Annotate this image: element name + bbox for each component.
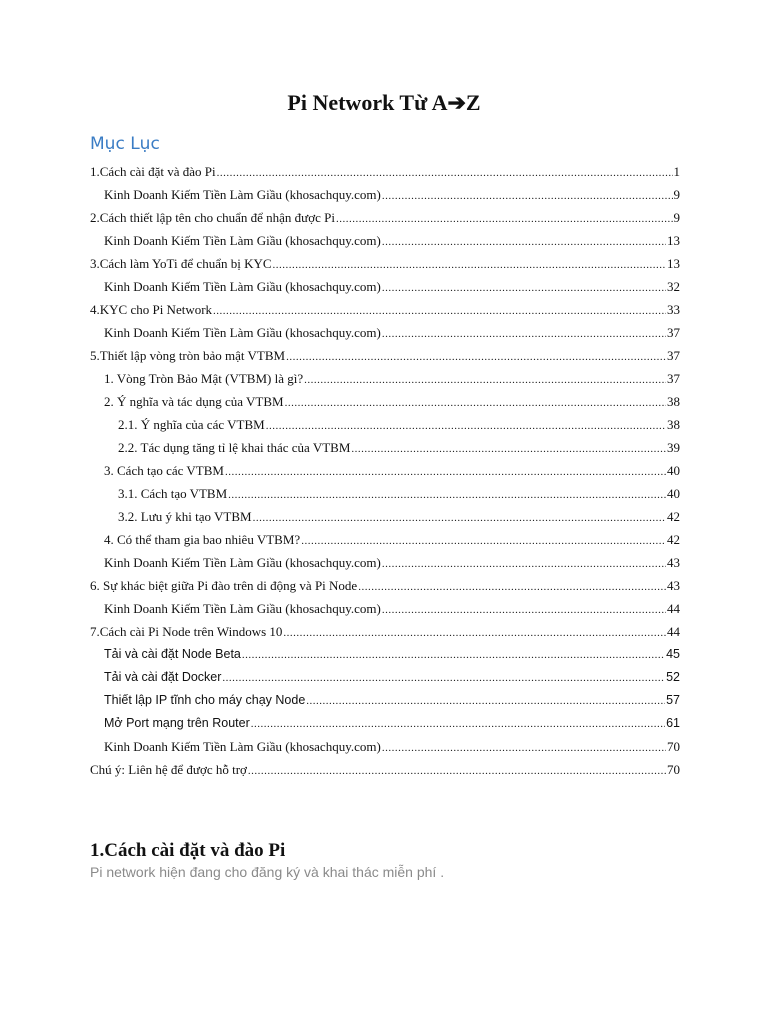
toc-entry[interactable] — [90, 298, 680, 321]
toc-dot-leader — [382, 553, 666, 576]
toc-entry-page-number: 1 — [673, 164, 680, 179]
toc-dot-leader — [304, 369, 666, 392]
toc-dot-leader — [382, 231, 666, 254]
toc-dot-leader — [382, 277, 666, 300]
toc-entry[interactable] — [90, 459, 680, 482]
section-heading: 1.Cách cài đặt và đào Pi — [90, 840, 286, 861]
toc-entry[interactable] — [90, 666, 680, 689]
toc-entry-title: Tải và cài đặt Docker — [104, 670, 222, 684]
toc-entry-title: Kinh Doanh Kiếm Tiền Làm Giầu (khosachquy.com) — [104, 233, 381, 248]
toc-entry-page-number: 37 — [667, 325, 680, 340]
toc-entry-page-number: 9 — [673, 187, 680, 202]
toc-dot-leader — [225, 461, 666, 484]
toc-entry-title: Kinh Doanh Kiếm Tiền Làm Giầu (khosachquy.com) — [104, 739, 381, 754]
toc-entry-page-number: 42 — [667, 532, 680, 547]
toc-entry[interactable] — [90, 344, 680, 367]
toc-dot-leader — [253, 507, 666, 530]
toc-entry[interactable] — [90, 643, 680, 666]
toc-entry[interactable] — [90, 390, 680, 413]
toc-entry-title: Kinh Doanh Kiếm Tiền Làm Giầu (khosachquy.com) — [104, 279, 381, 294]
toc-entry-page-number: 13 — [667, 233, 680, 248]
toc-entry-page-number: 9 — [673, 210, 680, 225]
toc-entry-page-number: 38 — [667, 417, 680, 432]
document-title: Pi Network Từ A➔Z — [287, 90, 481, 115]
toc-entry-title: 2.1. Ý nghĩa của các VTBM — [118, 417, 265, 432]
toc-dot-leader — [382, 737, 666, 760]
toc-entry[interactable] — [90, 597, 680, 620]
toc-entry-page-number: 45 — [666, 647, 680, 661]
section-body-text: Pi network hiện đang cho đăng ký và khai thác miễn phí . — [90, 864, 445, 880]
toc-entry-title: Tải và cài đặt Node Beta — [104, 647, 241, 661]
toc-entry-title: Kinh Doanh Kiếm Tiền Làm Giầu (khosachquy.com) — [104, 187, 381, 202]
toc-entry-title: 7.Cách cài Pi Node trên Windows 10 — [90, 624, 283, 639]
toc-entry-page-number: 61 — [666, 716, 680, 730]
toc-entry-page-number: 38 — [667, 394, 680, 409]
toc-dot-leader — [283, 622, 666, 645]
toc-dot-leader — [217, 162, 673, 185]
toc-entry[interactable] — [90, 758, 680, 781]
toc-entry-page-number: 37 — [667, 348, 680, 363]
toc-entry-title: 1.Cách cài đặt và đào Pi — [90, 164, 216, 179]
toc-entry-title: Chú ý: Liên hệ để được hỗ trợ — [90, 762, 247, 777]
toc-entry-title: 5.Thiết lập vòng tròn bảo mật VTBM — [90, 348, 286, 363]
toc-dot-leader — [273, 254, 666, 277]
toc-entry-title: Kinh Doanh Kiếm Tiền Làm Giầu (khosachquy.com) — [104, 555, 381, 570]
toc-entry-page-number: 42 — [667, 509, 680, 524]
toc-dot-leader — [266, 415, 666, 438]
toc-entry-page-number: 13 — [667, 256, 680, 271]
toc-entry[interactable] — [90, 436, 680, 459]
toc-entry[interactable] — [90, 252, 680, 275]
toc-entry-page-number: 32 — [667, 279, 680, 294]
toc-entry[interactable] — [90, 183, 680, 206]
toc-entry-page-number: 33 — [667, 302, 680, 317]
toc-entry-title: 1. Vòng Tròn Bảo Mật (VTBM) là gì? — [104, 371, 304, 386]
toc-dot-leader — [213, 300, 666, 323]
toc-dot-leader — [306, 690, 665, 713]
toc-dot-leader — [382, 599, 666, 622]
toc-dot-leader — [242, 644, 665, 667]
toc-dot-leader — [336, 208, 673, 231]
toc-entry[interactable] — [90, 367, 680, 390]
toc-entry-title: 3. Cách tạo các VTBM — [104, 463, 224, 478]
toc-entry[interactable] — [90, 413, 680, 436]
toc-entry[interactable] — [90, 482, 680, 505]
toc-entry-page-number: 37 — [667, 371, 680, 386]
toc-entry[interactable] — [90, 275, 680, 298]
toc-entry-page-number: 40 — [667, 463, 680, 478]
toc-dot-leader — [251, 713, 665, 736]
toc-entry-title: 2.Cách thiết lập tên cho chuẩn để nhận được Pi — [90, 210, 335, 225]
toc-entry-page-number: 39 — [667, 440, 680, 455]
toc-entry[interactable] — [90, 735, 680, 758]
toc-entry-title: 6. Sự khác biệt giữa Pi đào trên di động và Pi Node — [90, 578, 358, 593]
toc-dot-leader — [248, 760, 666, 783]
toc-entry-title: 2. Ý nghĩa và tác dụng của VTBM — [104, 394, 284, 409]
toc-entry[interactable] — [90, 505, 680, 528]
toc-dot-leader — [301, 530, 666, 553]
toc-entry-title: 4. Có thể tham gia bao nhiêu VTBM? — [104, 532, 301, 547]
toc-entry[interactable] — [90, 551, 680, 574]
toc-entry-page-number: 57 — [666, 693, 680, 707]
toc-entry-page-number: 52 — [666, 670, 680, 684]
toc-entry-title: 3.2. Lưu ý khi tạo VTBM — [118, 509, 252, 524]
toc-heading: Mục Lục — [90, 134, 160, 154]
toc-dot-leader — [382, 185, 673, 208]
toc-entry[interactable] — [90, 528, 680, 551]
toc-entry-title: 3.1. Cách tạo VTBM — [118, 486, 228, 501]
toc-entry[interactable] — [90, 574, 680, 597]
toc-entry-page-number: 70 — [667, 762, 680, 777]
toc-dot-leader — [358, 576, 666, 599]
toc-entry[interactable] — [90, 229, 680, 252]
toc-entry-page-number: 44 — [667, 624, 680, 639]
toc-entry[interactable] — [90, 712, 680, 735]
toc-dot-leader — [228, 484, 666, 507]
toc-entry-page-number: 43 — [667, 578, 680, 593]
toc-entry-page-number: 43 — [667, 555, 680, 570]
toc-entry[interactable] — [90, 160, 680, 183]
toc-dot-leader — [351, 438, 666, 461]
toc-entry[interactable] — [90, 321, 680, 344]
toc-dot-leader — [222, 667, 665, 690]
toc-entry-page-number: 70 — [667, 739, 680, 754]
toc-entry-title: Kinh Doanh Kiếm Tiền Làm Giầu (khosachquy.com) — [104, 601, 381, 616]
toc-entry-page-number: 44 — [667, 601, 680, 616]
toc-entry[interactable] — [90, 689, 680, 712]
toc-entry[interactable] — [90, 206, 680, 229]
toc-entry-title: Mở Port mạng trên Router — [104, 716, 250, 730]
toc-dot-leader — [286, 346, 666, 369]
toc-entry-title: 2.2. Tác dụng tăng tỉ lệ khai thác của VTBM — [118, 440, 351, 455]
toc-entry-title: Kinh Doanh Kiếm Tiền Làm Giầu (khosachquy.com) — [104, 325, 381, 340]
toc-entry-page-number: 40 — [667, 486, 680, 501]
toc-dot-leader — [285, 392, 666, 415]
toc-entry-title: 4.KYC cho Pi Network — [90, 302, 213, 317]
table-of-contents — [90, 160, 680, 781]
toc-entry-title: 3.Cách làm YoTi để chuẩn bị KYC — [90, 256, 272, 271]
toc-entry-title: Thiết lập IP tĩnh cho máy chạy Node — [104, 693, 306, 707]
toc-dot-leader — [382, 323, 666, 346]
toc-entry[interactable] — [90, 620, 680, 643]
